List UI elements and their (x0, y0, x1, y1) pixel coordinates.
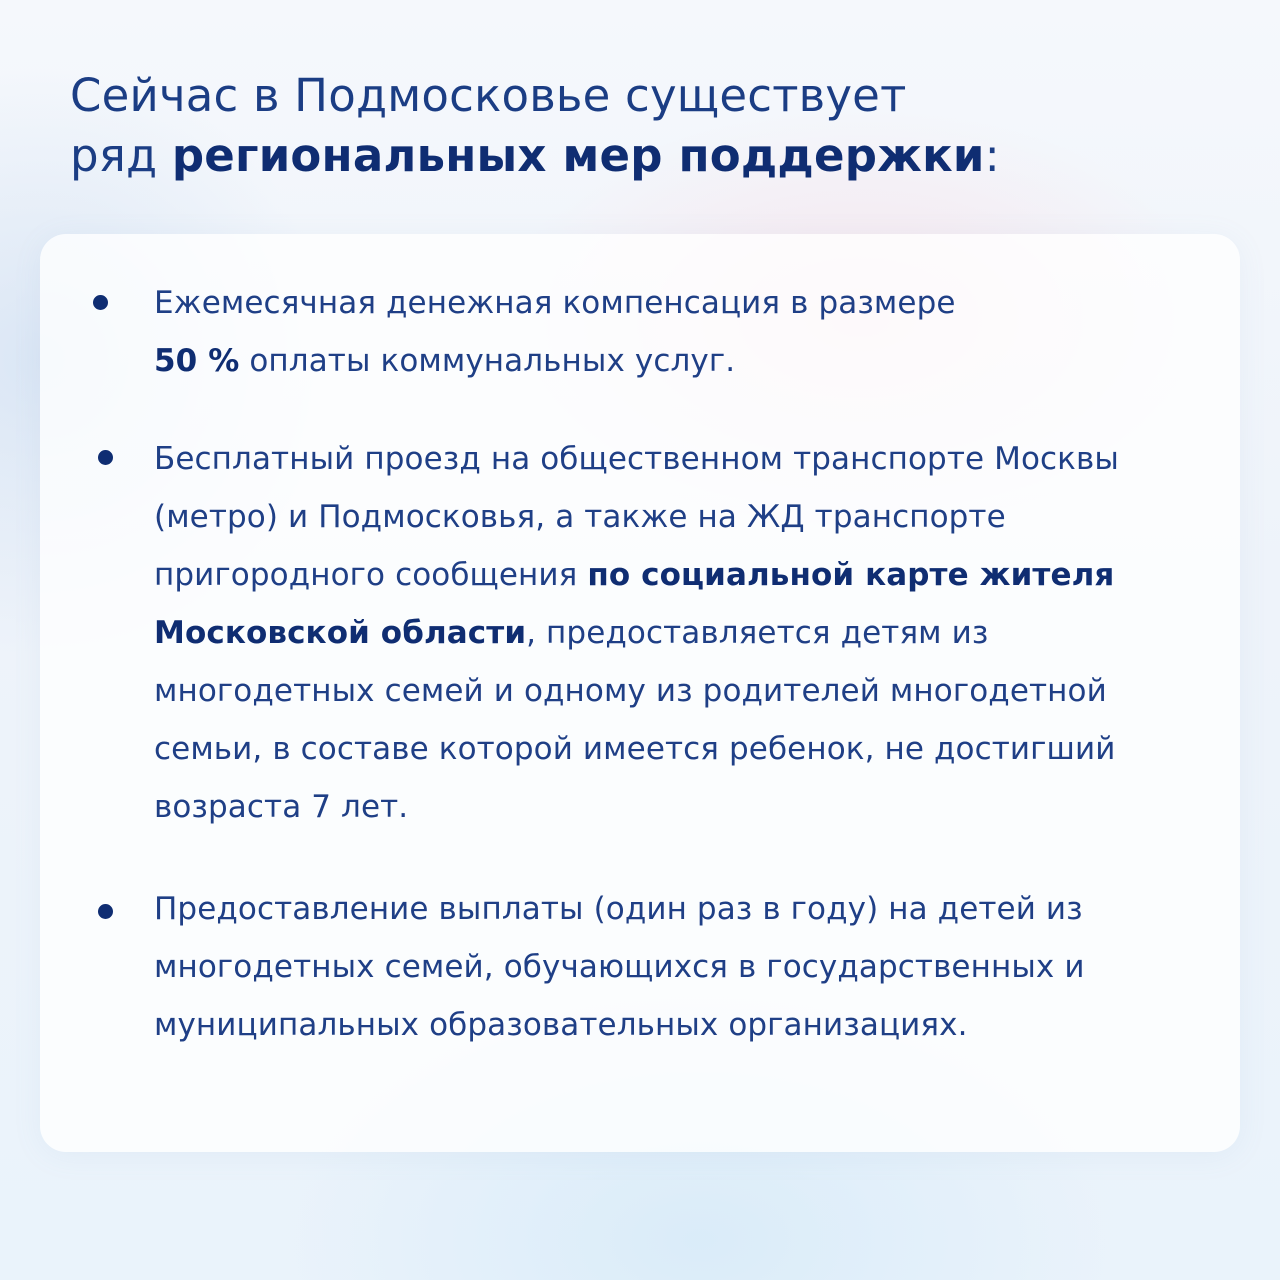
measure-emphasis: 50 % (154, 343, 240, 379)
measure-text-part: оплаты коммунальных услуг. (239, 343, 736, 379)
measure-text (154, 430, 1214, 836)
bullet-icon (93, 295, 108, 310)
bullet-icon (98, 450, 113, 465)
measure-emphasis: по социальной карте жителя Московской области (154, 557, 1115, 651)
bullet-icon (98, 904, 113, 919)
title-prefix: ряд (70, 129, 172, 182)
title-suffix: : (984, 129, 1000, 182)
measure-text (154, 274, 1214, 390)
page-title (70, 66, 1220, 186)
title-emphasis: региональных мер поддержки (171, 129, 985, 182)
support-measures-card (40, 234, 1240, 1152)
measure-text: Предоставление выплаты (один раз в году) на детей из многодетных семей, обучающихся в государственных и муниципальных образовательных организациях. (154, 891, 1085, 1043)
measure-text-part: Ежемесячная денежная компенсация в размере (154, 285, 956, 321)
measure-text-part: Бесплатный проезд на общественном транспорте Москвы (метро) и Подмосковья, а также на ЖД транспорте пригородного сообщения (154, 441, 1119, 593)
measure-text-part: , предоставляется детям из многодетных семей и одному из родителей многодетной семьи, в составе которой имеется ребенок, не достигший возраста 7 лет. (154, 615, 1116, 825)
title-line-1: Сейчас в Подмосковье существует (70, 69, 907, 122)
